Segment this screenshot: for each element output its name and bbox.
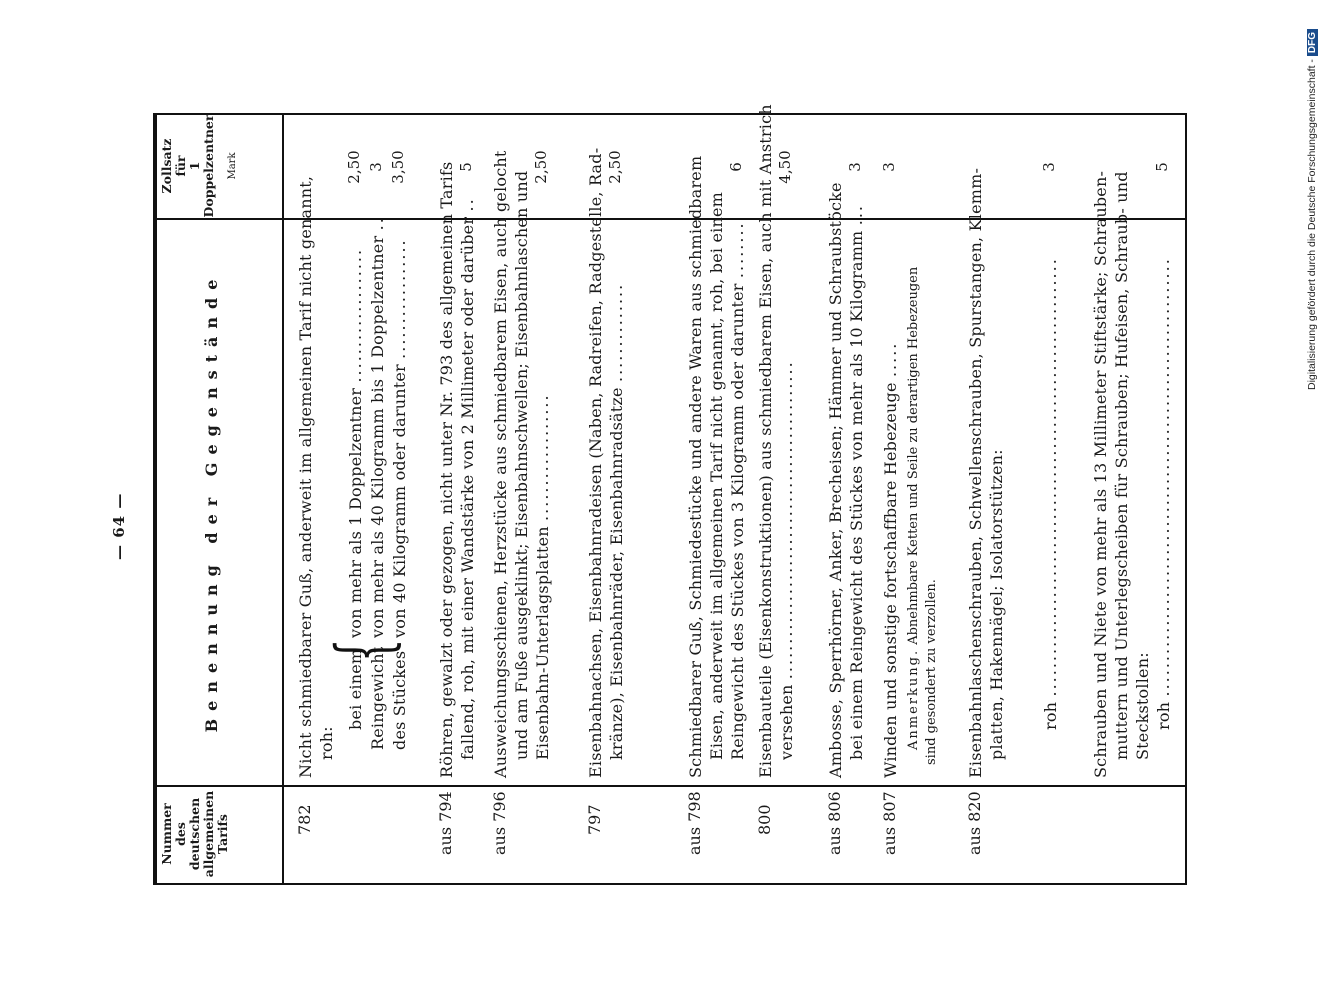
tariff-number: 782: [295, 804, 314, 835]
rate-value: 4,50: [776, 150, 794, 184]
row-text: Nicht schmiedbarer Guß, anderweit im allgemeinen Tarif nicht genannt,: [296, 175, 315, 778]
header-bottom-rule: [282, 115, 284, 883]
row-text: Eisen, anderweit im allgemeinen Tarif nicht genannt, roh, bei einem: [707, 191, 726, 760]
row-text: Schmiedbarer Guß, Schmiedestücke und andere Waren aus schmiedbarem: [686, 155, 705, 778]
row-text: roh:: [317, 726, 336, 760]
column-divider-number: [153, 785, 1187, 787]
header-number: Nummer des deutschen allgemeinen Tarifs: [159, 790, 230, 878]
row-note: sind gesondert zu verzollen.: [924, 579, 939, 765]
row-text: Röhren, gewalzt oder gezogen, nicht unter Nr. 793 des allgemeinen Tarifs: [437, 161, 456, 778]
rate-value: 3: [880, 162, 898, 172]
rate-value: 5: [1153, 162, 1171, 172]
header-rate: Zollsatz für 1 Doppelzentner Mark: [159, 114, 238, 218]
table-top-rule: [153, 115, 157, 885]
tariff-number: 800: [755, 804, 774, 835]
rate-value: 2,50: [532, 150, 550, 184]
row-text: Eisenbahnlaschenschrauben, Schwellenschrauben, Spurstangen, Klemm-: [966, 167, 985, 778]
row-text: Eisenbahn-Unterlagsplatten ..................: [533, 393, 552, 760]
row-text: Eisenbahnachsen, Eisenbahnradeisen (Naben, Radreifen, Radgestelle, Rad-: [586, 147, 605, 778]
row-text: Steckstollen:: [1133, 652, 1152, 760]
row-text: kränze), Eisenbahnräder, Eisenbahnradsätze ..............: [607, 282, 626, 760]
row-text: fallend, roh, mit einer Wandstärke von 2 Millimeter oder darüber ..: [458, 197, 477, 760]
rate-value: 3: [846, 162, 864, 172]
row-text: und am Fuße ausgeklinkt; Eisenbahnschwellen; Eisenbahnlaschen und: [512, 170, 531, 760]
rate-value: 6: [727, 162, 745, 172]
row-text: roh ..............................................................: [1154, 257, 1173, 730]
table-bottom-rule: [1185, 115, 1187, 885]
tariff-number: aus 807: [880, 791, 899, 855]
rate-value: 3: [1040, 162, 1058, 172]
rate-value: 3,50: [389, 150, 407, 184]
digitization-credit: Digitalisierung gefördert durch die Deutsche Forschungsgemeinschaft -DFG: [1306, 29, 1318, 390]
tariff-number: aus 806: [825, 791, 844, 855]
tariff-number: aus 820: [965, 791, 984, 855]
table-right-rule: [153, 113, 1187, 115]
row-text: des Stückes: [390, 650, 409, 750]
rate-value: 3: [367, 162, 385, 172]
row-text: roh ..............................................................: [1041, 257, 1060, 730]
row-text: Reingewicht des Stückes von 3 Kilogramm oder darunter ........: [728, 221, 747, 760]
row-text: von mehr als 40 Kilogramm bis 1 Doppelzentner ..: [368, 216, 387, 638]
row-text: muttern und Unterlegscheiben für Schrauben; Hufeisen, Schraub- und: [1112, 171, 1131, 760]
row-text: von mehr als 1 Doppelzentner ...................: [346, 247, 365, 638]
tariff-number: 797: [585, 804, 604, 835]
rate-value: 5: [457, 162, 475, 172]
row-text: versehen .............................................: [777, 360, 796, 760]
row-text: Reingewicht: [368, 646, 387, 750]
row-text: bei einem: [346, 648, 365, 730]
row-text: platten, Hakennägel; Isolatorstützen:: [987, 449, 1006, 760]
header-description: Benennung der Gegenstände: [202, 271, 221, 733]
dfg-logo: DFG: [1307, 29, 1318, 56]
rate-value: 2,50: [345, 150, 363, 184]
brace-glyph: {: [321, 638, 407, 662]
tariff-number: aus 798: [685, 791, 704, 855]
tariff-number: aus 796: [490, 791, 509, 855]
table-left-rule: [153, 883, 1187, 885]
row-text: Ausweichungsschienen, Herzstücke aus schmiedbarem Eisen, auch gelocht: [491, 150, 510, 778]
row-note: Anmerkung. Abnehmbare Ketten und Seile zu derartigen Hebezeugen: [906, 266, 921, 750]
tariff-number: aus 794: [436, 791, 455, 855]
row-text: von 40 Kilogramm oder darunter .................: [390, 238, 409, 638]
row-text: Schrauben und Niete von mehr als 13 Millimeter Stiftstärke; Schrauben-: [1091, 170, 1110, 778]
row-text: Winden und sonstige fortschaffbare Hebezeuge .....: [881, 341, 900, 778]
page-number: — 64 —: [110, 492, 128, 560]
row-text: bei einem Reingewicht des Stückes von mehr als 10 Kilogramm ...: [847, 204, 866, 760]
row-text: Ambosse, Sperrhörner, Anker, Brecheisen; Hämmer und Schraubstöcke: [826, 182, 845, 778]
rate-value: 2,50: [606, 150, 624, 184]
row-text: Eisenbauteile (Eisenkonstruktionen) aus schmiedbarem Eisen, auch mit Anstrich: [756, 104, 775, 778]
